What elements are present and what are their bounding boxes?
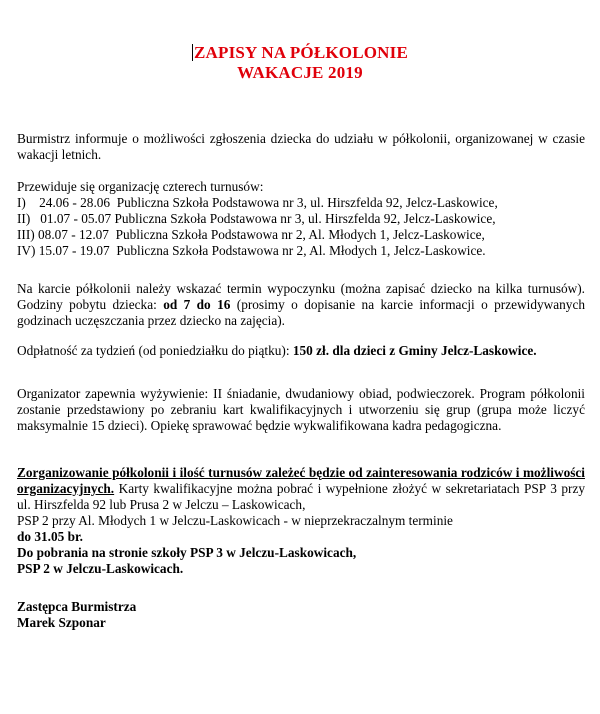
card-text [17, 281, 585, 329]
intro-paragraph [17, 131, 585, 163]
turn-item-3: III) 08.07 - 12.07 Publiczna Szkoła Podstawowa nr 2, Al. Młodych 1, Jelcz-Laskowice, [17, 227, 485, 242]
turn-item-1: I) 24.06 - 28.06 Publiczna Szkoła Podstawowa nr 3, ul. Hirszfelda 92, Jelcz-Laskowice, [17, 195, 498, 210]
registration-paragraph [17, 465, 585, 577]
turns-section [17, 179, 585, 259]
card-paragraph [17, 281, 585, 329]
registration-text: Karty kwalifikacyjne można pobrać i wypełnione złożyć w sekretariatach PSP 3 przy ul. Hirszfelda 92 lub Prusa 2 w Jelczu – Laskowicach, [17, 481, 585, 512]
card-text-after: (prosimy o dopisanie na karcie informacji o przewidywanych godzinach uczęszczania przez dziecko na zajęcia). [17, 297, 585, 328]
download-line2: PSP 2 w Jelczu-Laskowicach. [17, 561, 184, 576]
turn-item-4: IV) 15.07 - 19.07 Publiczna Szkoła Podstawowa nr 2, Al. Młodych 1, Jelcz-Laskowice. [17, 243, 486, 258]
card-hours: od 7 do 16 [163, 297, 231, 312]
title-text-1: ZAPISY NA PÓŁKOLONIE [193, 43, 409, 62]
text-cursor [192, 44, 193, 61]
signature-name: Marek Szponar [17, 615, 106, 630]
organizer-text: Organizator zapewnia wyżywienie: II śniadanie, dwudaniowy obiad, podwieczorek. Program półkolonii zostanie przedstawiony po zebraniu kart kwalifikacyjnych i utworzeniu się grup (grupa może liczyć maksymalnie 15 dzieci). Opiekę sprawować będzie wykwalifikowana kadra pedagogiczna. [17, 386, 585, 433]
fee-paragraph [17, 343, 585, 359]
page-title-line2: WAKACJE 2019 [237, 63, 363, 82]
registration-condition: Zorganizowanie półkolonii i ilość turnusów zależeć będzie od zainteresowania rodziców i możliwości organizacyjnych. [17, 465, 585, 496]
fee-text-wrap [17, 343, 585, 359]
registration-text-wrap [17, 465, 585, 513]
turn-item-2: II) 01.07 - 05.07 Publiczna Szkoła Podstawowa nr 3, ul. Hirszfelda 92, Jelcz-Laskowice, [17, 211, 496, 226]
signature-role: Zastępca Burmistrza [17, 599, 137, 614]
fee-amount: 150 zł. dla dzieci z Gminy Jelcz-Laskowice. [292, 343, 537, 358]
card-text-before: Na karcie półkolonii należy wskazać termin wypoczynku (można zapisać dziecko na kilka turnusów). Godziny pobytu dziecka: [17, 281, 585, 312]
organizer-paragraph [17, 386, 585, 434]
page-title-line1 [0, 43, 600, 63]
fee-text: Odpłatność za tydzień (od poniedziałku do piątku): [17, 343, 293, 358]
download-line1: Do pobrania na stronie szkoły PSP 3 w Jelczu-Laskowicach, [17, 545, 357, 560]
turns-heading: Przewiduje się organizację czterech turnusów: [17, 179, 264, 194]
registration-deadline: do 31.05 br. [17, 529, 84, 544]
intro-text: Burmistrz informuje o możliwości zgłoszenia dziecka do udziału w półkolonii, organizowanej w czasie wakacji letnich. [17, 131, 585, 162]
signature-block [17, 599, 585, 631]
registration-line2: PSP 2 przy Al. Młodych 1 w Jelczu-Laskowicach - w nieprzekraczalnym terminie [17, 513, 453, 528]
